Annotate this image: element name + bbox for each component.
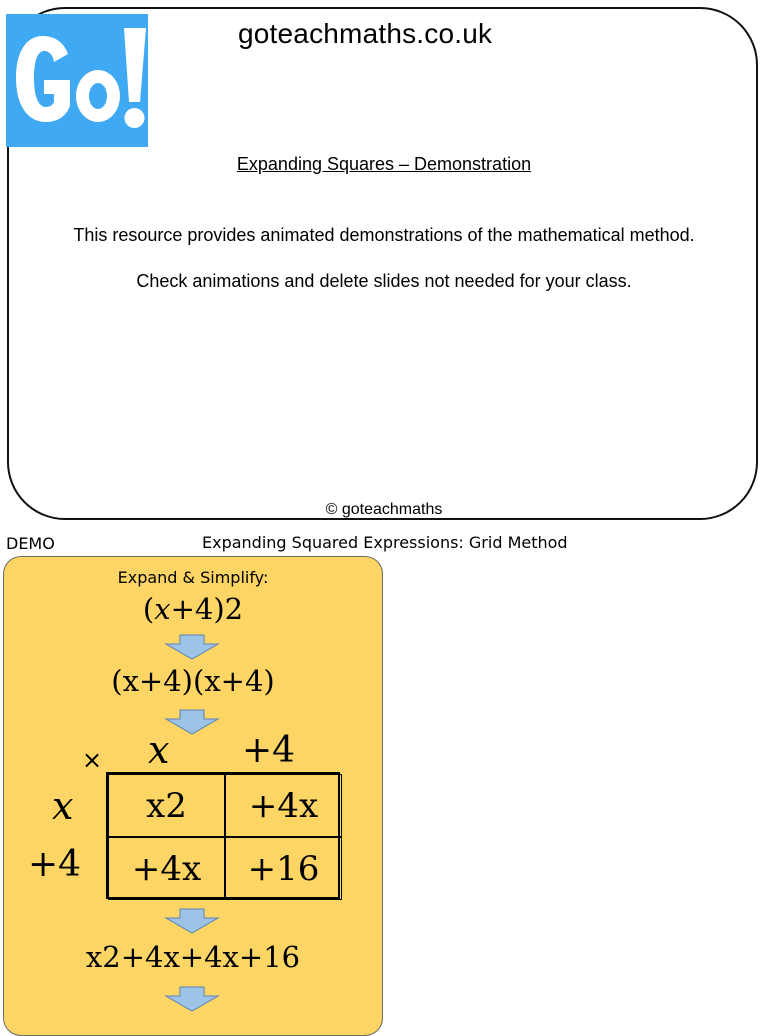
go-logo [6,14,148,147]
multiplication-grid [106,772,340,899]
product-expression: (x+4)(x+4) [111,664,275,698]
site-name: goteachmaths.co.uk [238,18,493,49]
expanded-expression: x2+4x+4x+16 [85,940,301,974]
grid-column-header: x [148,728,170,772]
down-arrow-icon [164,908,220,934]
demo-label: DEMO [6,534,55,553]
grid-cell: +4x [108,837,225,900]
instruction-paragraph: Check animations and delete slides not needed for your class. [136,271,632,291]
instruction-label: Expand & Simplify: [117,568,269,587]
times-symbol: × [82,746,103,774]
slide2-title: Expanding Squared Expressions: Grid Method [202,533,568,552]
slide-title: Expanding Squares – Demonstration [236,154,532,174]
squared-expression: (x+4)2 [142,592,244,626]
grid-cell: +4x [225,774,342,837]
down-arrow-icon [164,986,220,1012]
copyright-text: © goteachmaths [325,501,443,518]
grid-row-header: x [52,784,74,828]
go-logo-icon [6,14,148,147]
grid-cell: +16 [225,837,342,900]
down-arrow-icon [164,709,220,735]
down-arrow-icon [164,634,220,660]
description-paragraph: This resource provides animated demonstrations of the mathematical method. [73,225,695,245]
grid-row-header: +4 [28,844,82,885]
grid-cell: x2 [108,774,225,837]
grid-column-header: +4 [242,730,296,771]
